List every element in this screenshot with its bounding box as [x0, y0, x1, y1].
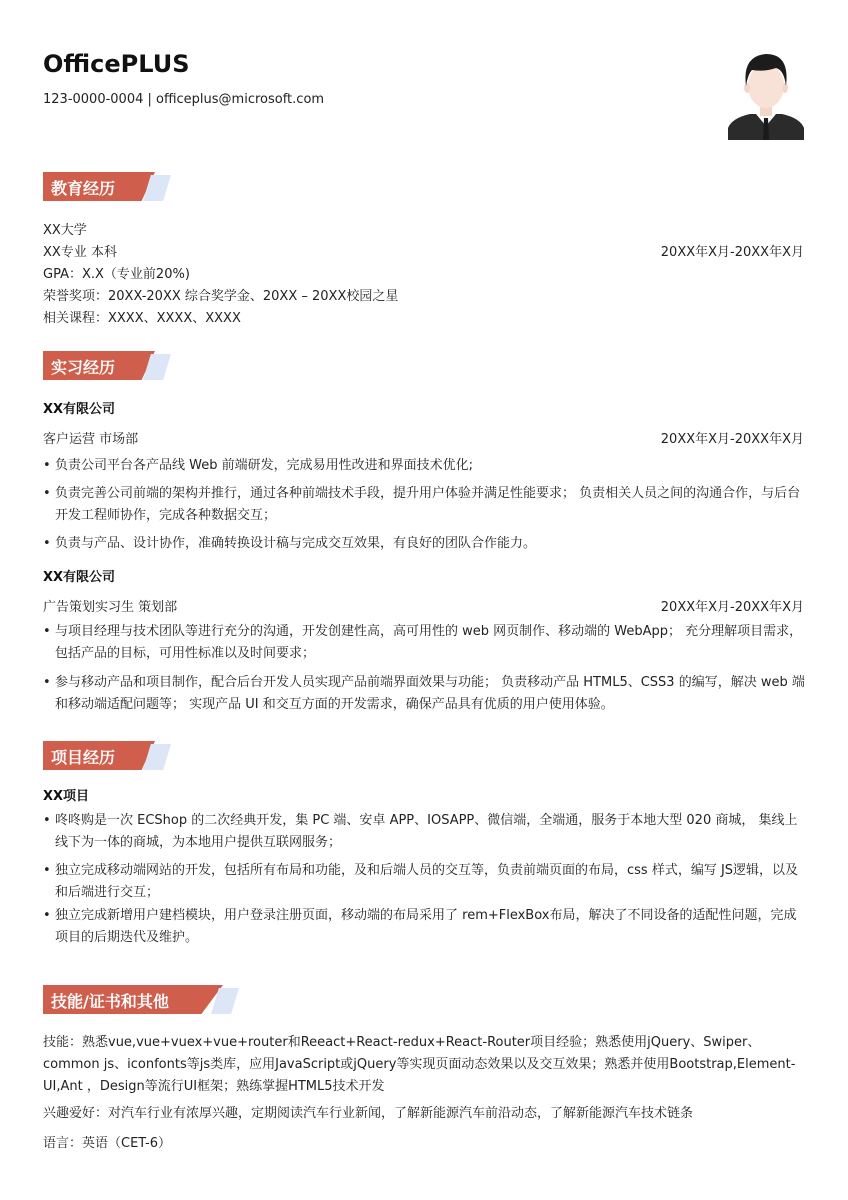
skills-text: 技能：熟悉vue,vue+vuex+vue+router和Reeact+React-redux+React-Router项目经验；熟悉使用jQuery、Swiper、common js、iconfonts等js类库，应用JavaScript或jQuery等实现页面动态效果以及交互效果；熟悉并使用Bootstrap,Element-UI,Ant ，Design等流行UI框架；熟练掌握HTML5技术开发 [43, 1035, 796, 1094]
gpa: GPA：X.X（专业前20%) [43, 267, 190, 282]
job-date: 20XX年X月-20XX年X月 [660, 600, 804, 615]
job-role: 广告策划实习生 策划部 [43, 600, 178, 615]
job-role: 客户运营 市场部 [43, 432, 139, 447]
candidate-name: OfficePLUS [43, 50, 190, 78]
section-header-internship [43, 351, 243, 380]
honors: 荣誉奖项：20XX-20XX 综合奖学金、20XX – 20XX校园之星 [43, 289, 399, 304]
job-bullet: • 负责公司平台各产品线 Web 前端研发，完成易用性改进和界面技术优化; [43, 455, 806, 477]
section-title: 实习经历 [51, 358, 116, 377]
education-date: 20XX年X月-20XX年X月 [660, 245, 804, 260]
school-name: XX大学 [43, 223, 87, 238]
section-header-projects [43, 741, 243, 770]
section-header-education [43, 172, 243, 201]
major: XX专业 本科 [43, 245, 117, 260]
contact-info: 123-0000-0004 | officeplus@microsoft.com [43, 92, 325, 107]
company-name: XX有限公司 [43, 570, 116, 585]
avatar-icon [728, 46, 804, 140]
job-bullet: • 参与移动产品和项目制作，配合后台开发人员实现产品前端界面效果与功能； 负责移动产品 HTML5、CSS3 的编写，解决 web 端和移动端适配问题等； 实现产品 UI 和交互方面的开发需求，确保产品具有优质的用户使用体验。 [43, 672, 806, 716]
job-bullet: • 与项目经理与技术团队等进行充分的沟通，开发创建性高，高可用性的 web 网页制作、移动端的 WebApp； 充分理解项目需求，包括产品的目标，可用性标准以及时间要求； [43, 621, 806, 665]
courses: 相关课程：XXXX、XXXX、XXXX [43, 311, 241, 326]
company-name: XX有限公司 [43, 402, 116, 417]
job-bullet: • 负责完善公司前端的架构并推行，通过各种前端技术手段，提升用户体验并满足性能要求； 负责相关人员之间的沟通合作，与后台开发工程师协作，完成各种数据交互； [43, 483, 806, 527]
section-title: 项目经历 [51, 748, 116, 767]
project-bullet: • 独立完成新增用户建档模块，用户登录注册页面，移动端的布局采用了 rem+FlexBox布局，解决了不同设备的适配性问题，完成项目的后期迭代及维护。 [43, 905, 806, 949]
project-name: XX项目 [43, 789, 90, 804]
section-title: 教育经历 [51, 179, 116, 198]
project-bullet: • 咚咚购是一次 ECShop 的二次经典开发，集 PC 端、安卓 APP、IOSAPP、微信端，全端通，服务于本地大型 020 商城， 集线上线下为一体的商城，为本地用户提供互联网服务； [43, 810, 806, 854]
language-text: 语言：英语（CET-6） [43, 1136, 172, 1151]
job-date: 20XX年X月-20XX年X月 [660, 432, 804, 447]
project-bullet: • 独立完成移动端网站的开发，包括所有布局和功能，及和后端人员的交互等，负责前端页面的布局，css 样式，编写 JS逻辑，以及和后端进行交互； [43, 860, 806, 904]
section-title: 技能/证书和其他 [51, 992, 169, 1011]
section-header-skills [43, 985, 243, 1014]
job-bullet: • 负责与产品、设计协作，准确转换设计稿与完成交互效果，有良好的团队合作能力。 [43, 533, 806, 555]
interests-text: 兴趣爱好：对汽车行业有浓厚兴趣，定期阅读汽车行业新闻，了解新能源汽车前沿动态，了解新能源汽车技术链条 [43, 1106, 694, 1121]
